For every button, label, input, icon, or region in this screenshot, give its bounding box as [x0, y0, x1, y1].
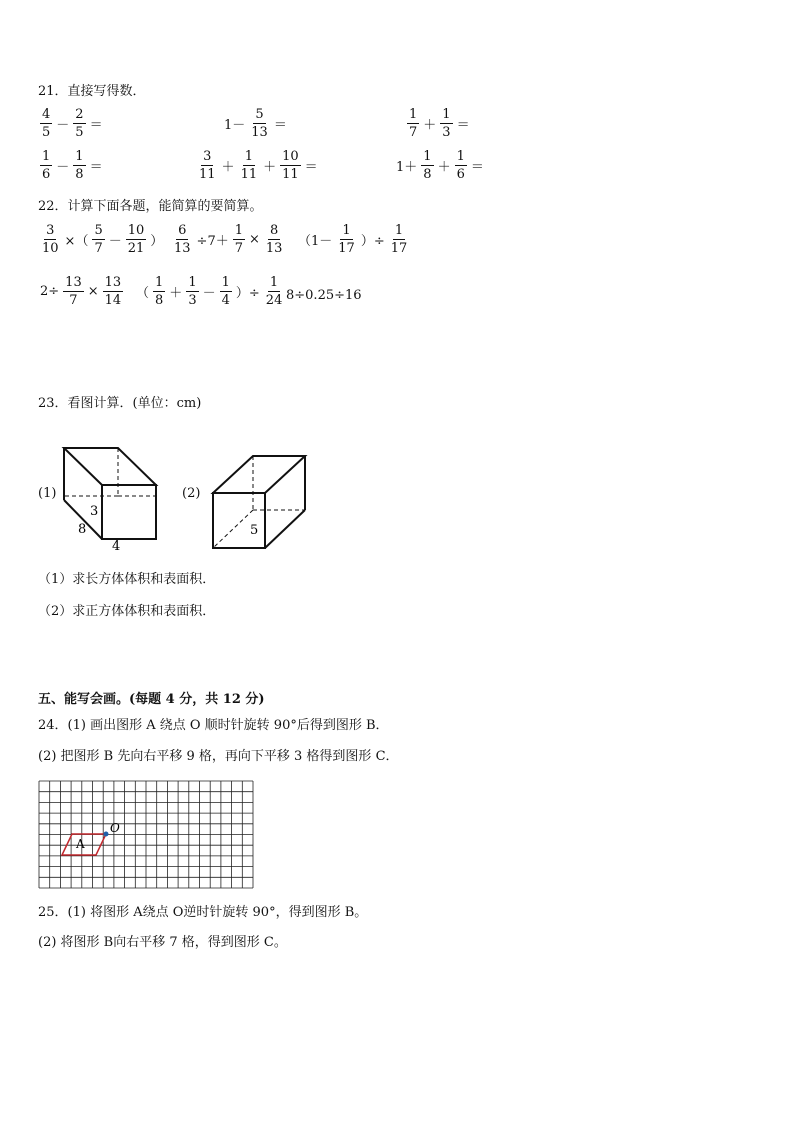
- fig1-label: (1): [38, 486, 57, 501]
- fraction: $\frac{1}{4}$: [221, 275, 230, 308]
- fraction: $\frac{3}{11}$: [199, 149, 216, 182]
- fraction: $\frac{10}{21}$: [127, 223, 145, 256]
- front-face: [213, 493, 265, 548]
- fraction: $\frac{3}{10}$: [42, 223, 59, 256]
- q22-title: 22．计算下面各题，能简算的要简算。: [38, 199, 263, 214]
- q22-expr-4: 2÷ $\frac{13}{7}$ × $\frac{13}{14}$: [40, 275, 122, 308]
- fig2-label: (2): [182, 486, 201, 501]
- q24-line1: 24．(1) 画出图形 A 绕点 O 顺时针旋转 90°后得到图形 B．: [38, 718, 389, 733]
- fraction: $\frac{1}{17}$: [390, 223, 408, 256]
- fraction: $\frac{1}{24}$: [265, 275, 283, 308]
- q21-title: 21．直接写得数．: [38, 84, 146, 99]
- q22-expr-5: （ $\frac{1}{8}$ ＋ $\frac{1}{3}$ － $\frac{1}{4}$ ）÷ $\frac{1}{24}$: [136, 275, 283, 308]
- front-face: [102, 485, 156, 539]
- top-face: [64, 448, 156, 485]
- q25-line2: (2) 将图形 B向右平移 7 格，得到图形 C。: [38, 935, 287, 950]
- section-5-title: 五、能写会画。(每题 4 分，共 12 分): [38, 692, 265, 707]
- bottom-right-edge: [265, 510, 305, 548]
- q21-expr-2b: $\frac{3}{11}$ ＋ $\frac{1}{11}$ ＋ $\frac{10}{11}$ ＝: [199, 149, 318, 182]
- q22-expr-3: （1－ $\frac{1}{17}$ ）÷ $\frac{1}{17}$: [298, 223, 408, 256]
- fraction: $\frac{4}{5}$: [42, 107, 51, 140]
- q23-sub1: （1）求长方体体积和表面积．: [38, 572, 216, 587]
- q22-expr-1: $\frac{3}{10}$ ×（ $\frac{5}{7}$ － $\frac{10}{21}$ ）: [42, 223, 164, 256]
- point-o: [104, 832, 109, 837]
- q21-expr-1c: $\frac{1}{7}$ ＋ $\frac{1}{3}$ ＝: [409, 107, 470, 140]
- fraction: $\frac{6}{13}$: [174, 223, 191, 256]
- fraction: $\frac{5}{7}$: [94, 223, 103, 256]
- fraction: $\frac{13}{14}$: [104, 275, 122, 308]
- q23-title: 23．看图计算．(单位：cm): [38, 396, 202, 411]
- fraction: $\frac{1}{11}$: [240, 149, 258, 182]
- q25-line1: 25．(1) 将图形 A绕点 O逆时针旋转 90°，得到图形 B。: [38, 905, 368, 920]
- cube-figure: [205, 448, 315, 554]
- fraction: $\frac{5}{13}$: [251, 107, 268, 140]
- fraction: $\frac{1}{7}$: [409, 107, 418, 140]
- fraction: $\frac{1}{8}$: [75, 149, 84, 182]
- q21-expr-1a: $\frac{4}{5}$ － $\frac{2}{5}$ ＝: [42, 107, 103, 140]
- dim-label-5: 5: [250, 523, 259, 538]
- fraction: $\frac{1}{6}$: [456, 149, 465, 182]
- fraction: $\frac{1}{8}$: [423, 149, 432, 182]
- dim-label-3: 3: [90, 504, 99, 519]
- q23-sub2: （2）求正方体体积和表面积．: [38, 604, 216, 619]
- top-face: [213, 456, 305, 493]
- fraction: $\frac{1}{17}$: [338, 223, 355, 256]
- q21-expr-2a: $\frac{1}{6}$ － $\frac{1}{8}$ ＝: [42, 149, 103, 182]
- hidden-edge: [213, 510, 253, 548]
- fraction: $\frac{1}{7}$: [234, 223, 243, 256]
- label-a: A: [76, 837, 85, 851]
- fraction: $\frac{10}{11}$: [282, 149, 299, 182]
- q22-expr-6: 8÷0.25÷16: [286, 288, 362, 303]
- q21-expr-1b: 1－ $\frac{5}{13}$ ＝: [224, 107, 287, 140]
- fraction: $\frac{1}{6}$: [42, 149, 51, 182]
- q21-expr-2c: 1＋ $\frac{1}{8}$ ＋ $\frac{1}{6}$ ＝: [396, 149, 484, 182]
- fraction: $\frac{13}{7}$: [65, 275, 82, 308]
- square-grid: [38, 780, 254, 890]
- cuboid-figure: [56, 440, 166, 552]
- q24-line2: (2) 把图形 B 先向右平移 9 格，再向下平移 3 格得到图形 C．: [38, 749, 399, 764]
- dim-label-4: 4: [112, 539, 121, 552]
- fraction: $\frac{1}{3}$: [188, 275, 197, 308]
- fraction: $\frac{1}{8}$: [155, 275, 164, 308]
- label-o: O: [110, 821, 120, 835]
- fraction: $\frac{8}{13}$: [265, 223, 283, 256]
- fraction: $\frac{1}{3}$: [442, 107, 451, 140]
- dim-label-8: 8: [78, 522, 87, 537]
- fraction: $\frac{2}{5}$: [75, 107, 84, 140]
- q22-expr-2: $\frac{6}{13}$ ÷7＋ $\frac{1}{7}$ × $\frac{8}{13}$: [174, 223, 283, 256]
